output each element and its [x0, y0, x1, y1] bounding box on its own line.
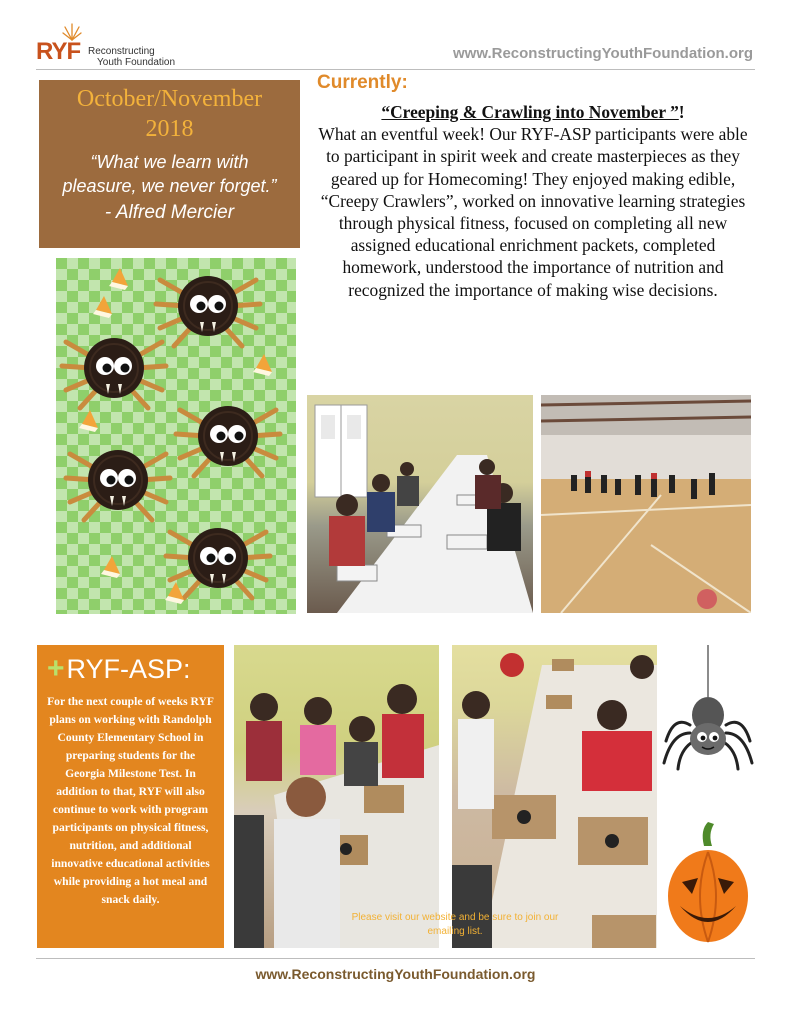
jack-o-lantern-icon	[664, 820, 752, 945]
cafeteria-illustration	[307, 395, 533, 613]
crafts-illustration-right	[452, 645, 657, 948]
students-crafts-photo-right	[452, 645, 657, 948]
logo-text-line1: Reconstructing	[88, 46, 155, 57]
cafeteria-lunch-photo	[307, 395, 533, 613]
asp-heading-text: RYF-ASP:	[66, 654, 191, 684]
issue-date-year: 2018	[145, 116, 194, 142]
issue-date-months: October/November	[76, 86, 263, 112]
ryf-logo	[36, 18, 186, 66]
students-crafts-photo-left	[234, 645, 439, 948]
currently-article	[310, 101, 756, 301]
header-website-url[interactable]: www.ReconstructingYouthFoundation.org	[453, 45, 753, 62]
asp-body-text: For the next couple of weeks RYF plans on working with Randolph County Elementary School in preparing students for the Georgia Milestone Test. In addition to that, RYF will also continue to work with program participants on physical fitness, nutrition, and additional innovative educational activities while providing a hot meal and snack daily.	[47, 695, 214, 906]
date-quote-box	[39, 80, 300, 248]
visit-website-note: Please visit our website and be sure to join our emailing list.	[351, 912, 559, 937]
quote-author: - Alfred Mercier	[104, 202, 235, 223]
quote-text: “What we learn with pleasure, we never forget.”	[62, 152, 277, 196]
article-title-exclamation: !	[678, 102, 685, 122]
footer-divider	[36, 958, 755, 959]
logo-text-line2: Youth Foundation	[97, 57, 176, 68]
spider-cookies-photo	[56, 258, 296, 614]
hanging-spider-icon	[660, 645, 756, 775]
issue-date	[39, 84, 300, 144]
header-divider	[36, 69, 755, 70]
article-body: What an eventful week! Our RYF-ASP participants were able to participant in spirit week and create masterpieces as they geared up for Homecoming! They enjoyed making edible, “Creepy Crawlers”, worked on innovative learning strategies through physical fitness, focused on completing all new assigned educational enrichment packets, completed homework, understood the importance of nutrition and recognized the importance of making wise decisions.	[318, 124, 748, 300]
crafts-illustration-left	[234, 645, 439, 948]
ryf-asp-box	[37, 645, 224, 948]
logo-letters: RYF	[36, 38, 81, 65]
spider-cookies-illustration	[56, 258, 296, 614]
plus-icon: +	[47, 652, 65, 685]
footer-website-url[interactable]: www.ReconstructingYouthFoundation.org	[255, 966, 536, 982]
article-title	[310, 101, 756, 123]
gym-illustration	[541, 395, 751, 613]
asp-heading	[45, 653, 216, 685]
gym-fitness-photo	[541, 395, 751, 613]
currently-heading: Currently:	[317, 72, 408, 93]
article-title-text: “Creeping & Crawling into November ”	[381, 102, 679, 122]
